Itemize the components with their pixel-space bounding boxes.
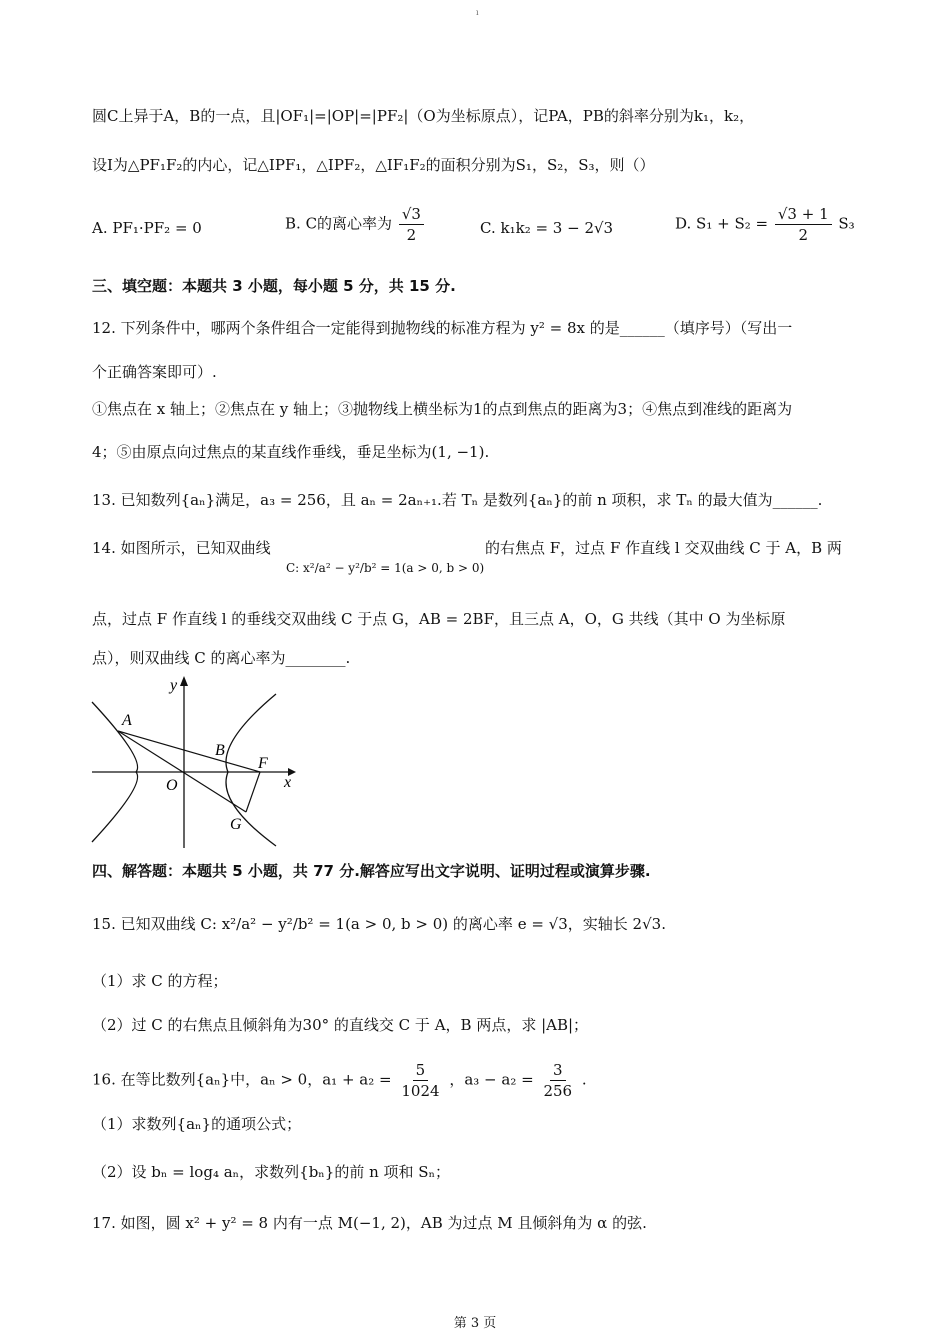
q11-option-d xyxy=(675,204,855,245)
q11-option-a xyxy=(92,216,202,240)
q12-line2: 个正确答案即可）. xyxy=(92,363,217,381)
q15-part1: （1）求 C 的方程； xyxy=(92,972,228,990)
q11-option-b-fraction xyxy=(399,204,424,245)
q14-line3: 点），则双曲线 C 的离心率为________. xyxy=(92,649,351,667)
q17-line1: 17. 如图，圆 x² + y² = 8 内有一点 M(−1, 2)，AB 为过点 M 且倾斜角为 α 的弦. xyxy=(92,1214,647,1232)
q11-option-a-label: A. xyxy=(92,219,108,237)
q16-line1 xyxy=(92,1060,587,1101)
q11-option-d-tail: S₃ xyxy=(838,214,855,233)
q16-fraction-2-denominator: 256 xyxy=(543,1082,573,1100)
q16-line1-start: 16. 在等比数列{aₙ}中，aₙ > 0，a₁ + a₂ = xyxy=(92,1070,392,1089)
q16-part2: （2）设 bₙ = log₄ aₙ，求数列{bₙ}的前 n 项和 Sₙ； xyxy=(92,1163,451,1181)
q11-option-c-label: C. xyxy=(480,219,496,237)
hyperbola-figure xyxy=(88,672,298,852)
page-footer: 第 3 页 xyxy=(453,1316,497,1331)
q16-fraction-2-numerator: 3 xyxy=(550,1060,566,1081)
q11-option-b-numerator: √3 xyxy=(399,204,424,225)
q13-line1: 13. 已知数列{aₙ}满足，a₃ = 256，且 aₙ = 2aₙ₊₁.若 Tₙ 是数列{aₙ}的前 n 项积，求 Tₙ 的最大值为______. xyxy=(92,491,823,509)
y-axis-arrow xyxy=(180,676,188,686)
q16-fraction-1-denominator: 1024 xyxy=(401,1082,440,1100)
q16-fraction-1 xyxy=(398,1060,442,1101)
label-g: G xyxy=(230,816,242,833)
q11-option-c xyxy=(480,216,613,240)
q11-option-a-text: PF₁·PF₂ = 0 xyxy=(112,219,202,237)
q11-option-d-text: S₁ + S₂ = xyxy=(696,214,769,233)
label-f: F xyxy=(258,755,268,772)
q14-line1b: 的右焦点 F，过点 F 作直线 l 交双曲线 C 于 A，B 两 xyxy=(485,539,842,557)
q11-option-b-denominator: 2 xyxy=(406,226,417,244)
label-b: B xyxy=(215,742,225,759)
label-a: A xyxy=(122,712,132,729)
hyperbola-diagram xyxy=(88,672,298,852)
q11-line1: 圆C上异于A，B的一点，且|OF₁|=|OP|=|PF₂|（O为坐标原点），记PA，PB的斜率分别为k₁，k₂， xyxy=(92,107,755,125)
section-4-heading: 四、解答题：本题共 5 小题，共 77 分.解答应写出文字说明、证明过程或演算步骤. xyxy=(92,862,651,880)
q12-line4: 4；⑤由原点向过焦点的某直线作垂线，垂足坐标为(1, −1). xyxy=(92,443,490,461)
q15-part2: （2）过 C 的右焦点且倾斜角为30° 的直线交 C 于 A，B 两点，求 |AB|； xyxy=(92,1016,589,1034)
label-x: x xyxy=(284,774,292,791)
q11-option-d-fraction xyxy=(775,204,832,245)
label-y: y xyxy=(170,677,178,694)
q11-option-d-denominator: 2 xyxy=(798,226,808,244)
q14-line2: 点，过点 F 作直线 l 的垂线交双曲线 C 于点 G，AB = 2BF，且三点 A，O，G 共线（其中 O 为坐标原 xyxy=(92,610,786,628)
q16-line1-middle: ，a₃ − a₂ = xyxy=(449,1070,534,1089)
header-mark: ı xyxy=(476,8,479,17)
section-3-heading: 三、填空题：本题共 3 小题，每小题 5 分，共 15 分. xyxy=(92,277,456,295)
q16-part1: （1）求数列{aₙ}的通项公式； xyxy=(92,1115,302,1133)
line-fg xyxy=(246,772,260,812)
q11-option-d-numerator: √3 + 1 xyxy=(775,204,832,225)
q12-line1: 12. 下列条件中，哪两个条件组合一定能得到抛物线的标准方程为 y² = 8x 的是______（填序号）（写出一 xyxy=(92,319,793,337)
q11-line2: 设I为△PF₁F₂的内心，记△IPF₁，△IPF₂，△IF₁F₂的面积分别为S₁，S₂，S₃，则（） xyxy=(92,156,655,174)
line-af xyxy=(118,731,260,772)
q11-option-b xyxy=(285,204,426,245)
q14-hyperbola-formula: C: x²/a² − y²/b² = 1(a > 0, b > 0) xyxy=(286,561,485,575)
label-o: O xyxy=(166,777,178,794)
q12-line3: ①焦点在 x 轴上；②焦点在 y 轴上；③抛物线上横坐标为1的点到焦点的距离为3；④焦点到准线的距离为 xyxy=(92,400,793,418)
q16-line1-end: . xyxy=(581,1070,587,1089)
q11-option-b-label: B. xyxy=(285,214,301,233)
q16-fraction-1-numerator: 5 xyxy=(413,1060,429,1081)
q11-option-c-text: k₁k₂ = 3 − 2√3 xyxy=(500,219,614,237)
q14-line1a: 14. 如图所示，已知双曲线 xyxy=(92,539,271,557)
q11-option-b-text: C的离心率为 xyxy=(305,214,393,233)
q16-fraction-2 xyxy=(540,1060,575,1101)
q15-line1: 15. 已知双曲线 C: x²/a² − y²/b² = 1(a > 0, b > 0) 的离心率 e = √3，实轴长 2√3. xyxy=(92,915,666,933)
q11-option-d-label: D. xyxy=(675,214,692,233)
